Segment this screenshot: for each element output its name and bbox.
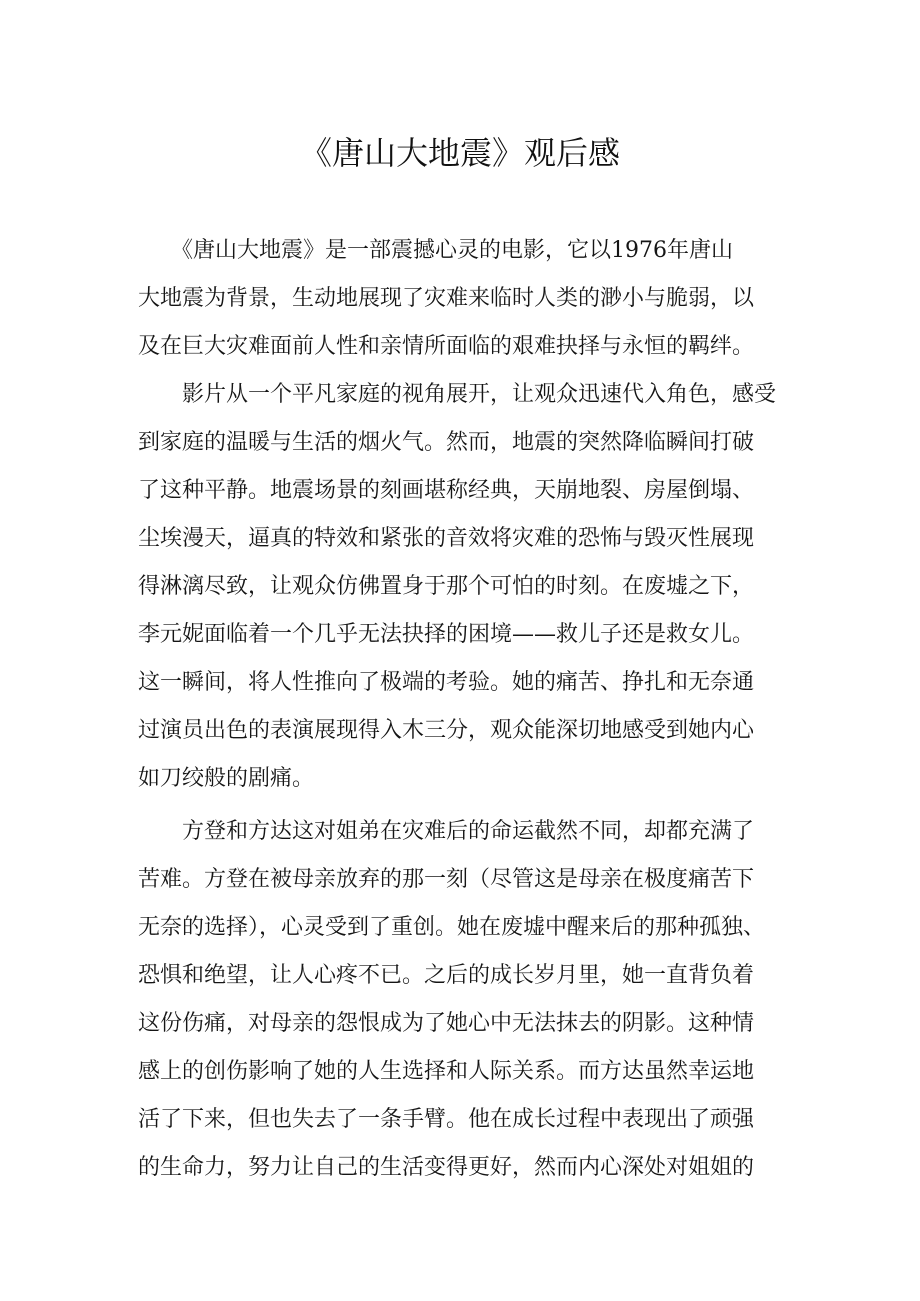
text-line: 活了下来，但也失去了一条手臂。他在成长过程中表现出了顽强 [138, 1107, 755, 1132]
text-line: 大地震为背景，生动地展现了灾难来临时人类的渺小与脆弱，以 [138, 286, 755, 311]
text-line: 恐惧和绝望，让人心疼不已。之后的成长岁月里，她一直背负着 [138, 963, 755, 988]
text-line: 及在巨大灾难面前人性和亲情所面临的艰难抉择与永恒的羁绊。 [138, 334, 755, 359]
text-line: 得淋漓尽致，让观众仿佛置身于那个可怕的时刻。在废墟之下， [138, 574, 755, 599]
paragraph-3 [138, 808, 786, 1192]
text-line: 李元妮面临着一个几乎无法抉择的困境——救儿子还是救女儿。 [138, 622, 755, 647]
text-line: 《唐山大地震》是一部震撼心灵的电影，它以1976年唐山 [138, 238, 733, 263]
document-body [138, 227, 786, 1192]
text-line: 影片从一个平凡家庭的视角展开，让观众迅速代入角色，感受 [138, 382, 777, 407]
text-line: 如刀绞般的剧痛。 [138, 766, 315, 791]
text-line: 这一瞬间，将人性推向了极端的考验。她的痛苦、挣扎和无奈通 [138, 670, 755, 695]
text-line: 无奈的选择），心灵受到了重创。她在废墟中醒来后的那种孤独、 [138, 915, 766, 940]
text-line: 苦难。方登在被母亲放弃的那一刻（尽管这是母亲在极度痛苦下 [138, 867, 755, 892]
text-line: 到家庭的温暖与生活的烟火气。然而，地震的突然降临瞬间打破 [138, 430, 755, 455]
text-line: 感上的创伤影响了她的人生选择和人际关系。而方达虽然幸运地 [138, 1059, 755, 1084]
text-line: 尘埃漫天，逼真的特效和紧张的音效将灾难的恐怖与毁灭性展现 [138, 526, 755, 551]
text-line: 方登和方达这对姐弟在灾难后的命运截然不同，却都充满了 [138, 819, 755, 844]
text-line: 这份伤痛，对母亲的怨恨成为了她心中无法抹去的阴影。这种情 [138, 1011, 755, 1036]
text-line: 了这种平静。地震场景的刻画堪称经典，天崩地裂、房屋倒塌、 [138, 478, 755, 503]
page-title: 《唐山大地震》观后感 [299, 134, 620, 172]
text-line: 过演员出色的表演展现得入木三分，观众能深切地感受到她内心 [138, 718, 755, 743]
paragraph-1 [138, 227, 786, 371]
text-line: 的生命力，努力让自己的生活变得更好，然而内心深处对姐姐的 [138, 1155, 755, 1180]
paragraph-2 [138, 371, 786, 803]
